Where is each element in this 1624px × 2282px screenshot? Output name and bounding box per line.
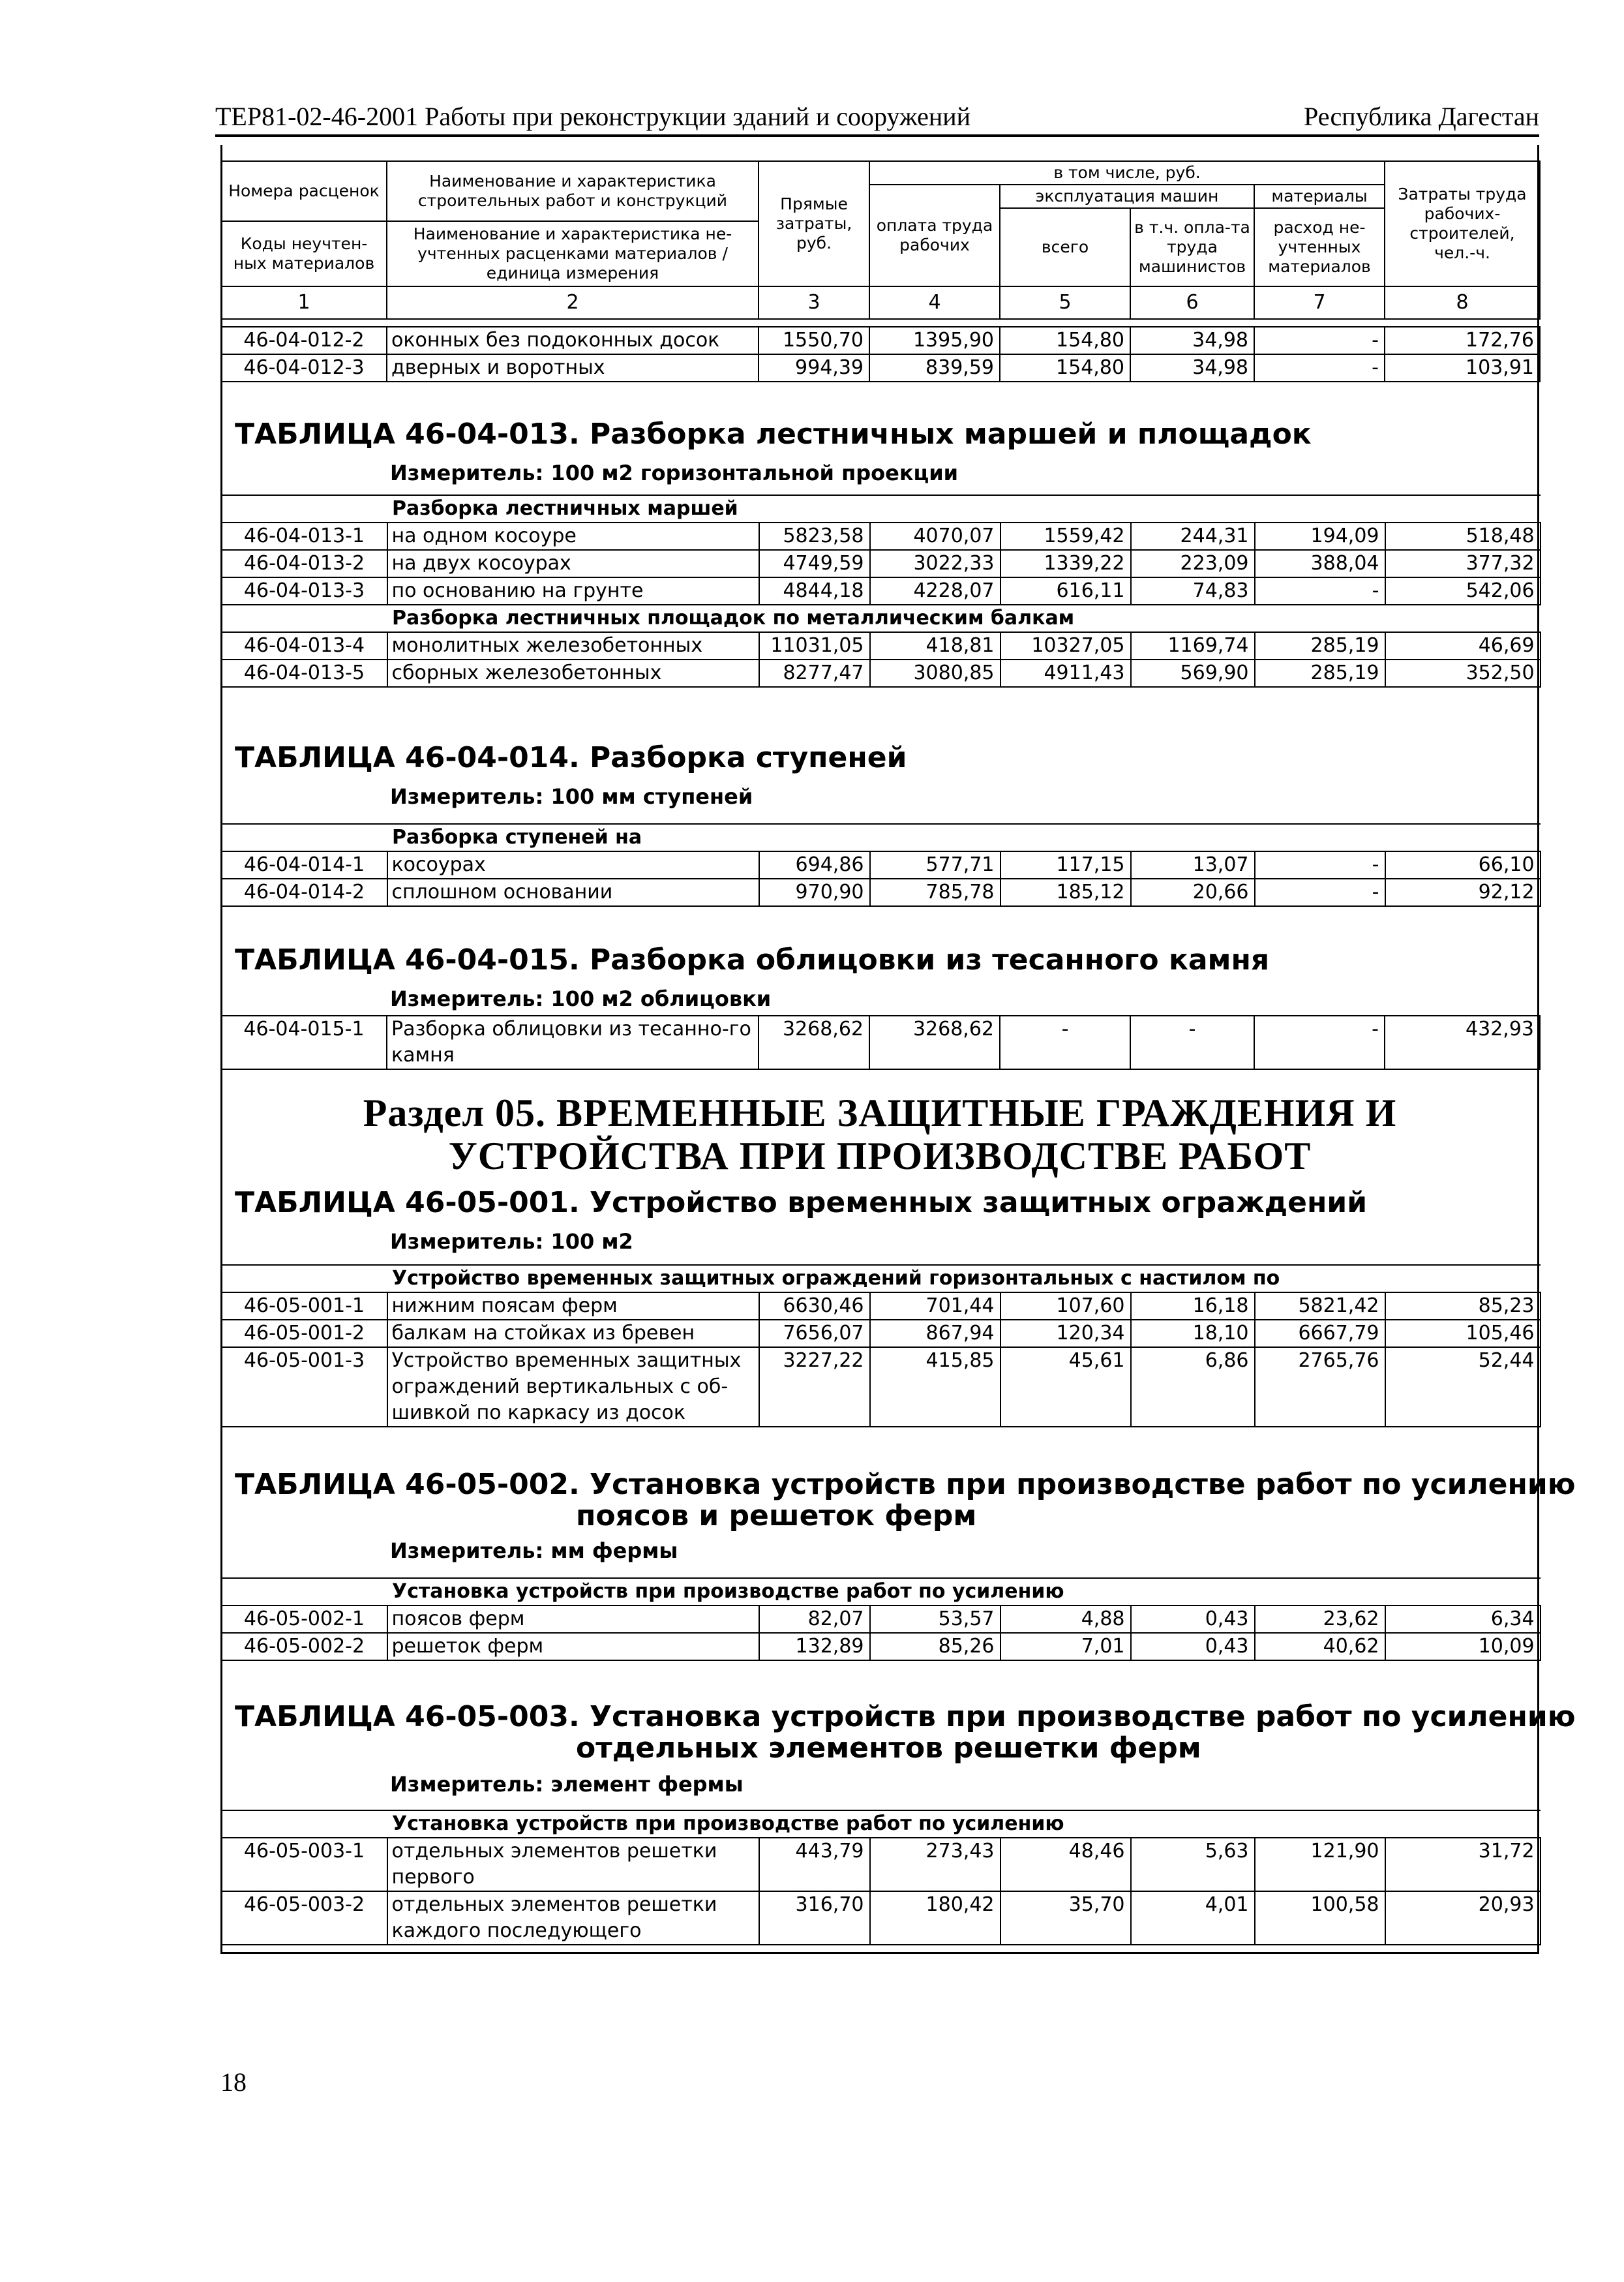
wage-cost: 577,71 [870,851,1000,879]
table-title: ТАБЛИЦА 46-05-003. Установка устройств при производстве работ по усилению [235,1700,1576,1733]
rate-code: 46-04-012-3 [221,354,387,382]
materials-cost: 388,04 [1255,550,1385,577]
table-title-cont: отдельных элементов решетки ферм [576,1731,1201,1765]
materials-cost: 6667,79 [1255,1320,1385,1347]
table-measure: Измеритель: 100 м2 горизонтальной проекции [390,461,959,485]
rate-name: на одном косоуре [387,523,759,550]
rate-code: 46-05-002-1 [222,1605,387,1633]
rate-code: 46-05-001-3 [222,1347,387,1427]
section-heading-line1: Раздел 05. ВРЕМЕННЫЕ ЗАЩИТНЫЕ ГРАЖДЕНИЯ И [363,1091,1397,1134]
labor-cost: 10,09 [1385,1633,1541,1660]
wage-cost: 4228,07 [870,577,1000,605]
machines-cost: 185,12 [1000,879,1131,906]
wage-cost: 180,42 [870,1891,1000,1945]
rates-table-014 [220,823,1541,907]
table-row [222,1633,1541,1660]
wage-cost: 415,85 [870,1347,1000,1427]
table-row [222,1605,1541,1633]
rate-code: 46-05-003-2 [222,1891,387,1945]
materials-cost: - [1255,879,1385,906]
wage-cost: 785,78 [870,879,1000,906]
rate-name: Разборка облицовки из тесанно-го камня [387,1016,759,1069]
labor-cost: 103,91 [1385,354,1540,382]
col-machines-total: всего [1000,208,1130,286]
col-materials-unacc: расход не-учтенных материалов [1254,208,1385,286]
direct-cost: 316,70 [759,1891,870,1945]
rate-name: монолитных железобетонных [387,632,759,660]
rate-code: 46-05-003-1 [222,1838,387,1891]
machines-cost: 35,70 [1000,1891,1131,1945]
wage-cost: 839,59 [869,354,1000,382]
rate-code: 46-05-002-2 [222,1633,387,1660]
materials-cost: 2765,76 [1255,1347,1385,1427]
machinist-wage: 569,90 [1131,660,1255,687]
rate-code: 46-04-015-1 [221,1016,387,1069]
page-number: 18 [220,2067,247,2097]
wage-cost: 53,57 [870,1605,1000,1633]
machines-cost: 154,80 [1000,354,1130,382]
table-row [222,1347,1541,1427]
table-measure: Измеритель: 100 мм ступеней [390,784,753,809]
machinist-wage: 4,01 [1131,1891,1255,1945]
wage-cost: 4070,07 [870,523,1000,550]
group-heading: Установка устройств при производстве работ по усилению [222,1810,1541,1838]
col-name: Наименование и характеристика строительных работ и конструкций [387,161,759,221]
direct-cost: 11031,05 [759,632,870,660]
column-header-table [220,160,1541,320]
rate-code: 46-04-013-3 [222,577,387,605]
materials-cost: - [1254,354,1385,382]
direct-cost: 443,79 [759,1838,870,1891]
group-heading: Устройство временных защитных ограждений горизонтальных с настилом по [222,1265,1541,1292]
rate-name: балкам на стойках из бревен [387,1320,759,1347]
materials-cost: - [1255,851,1385,879]
machines-cost: 10327,05 [1000,632,1131,660]
direct-cost: 994,39 [759,354,869,382]
rate-code: 46-04-014-1 [222,851,387,879]
rate-name: сплошном основании [387,879,759,906]
materials-cost: - [1254,327,1385,354]
machinist-wage: 6,86 [1131,1347,1255,1427]
rates-table-013 [220,494,1541,688]
direct-cost: 4749,59 [759,550,870,577]
direct-cost: 7656,07 [759,1320,870,1347]
machinist-wage: 1169,74 [1131,632,1255,660]
rate-name: решеток ферм [387,1633,759,1660]
group-heading: Разборка ступеней на [222,824,1541,851]
labor-cost: 52,44 [1385,1347,1541,1427]
rate-name: отдельных элементов решетки первого [387,1838,759,1891]
rate-code: 46-04-013-1 [222,523,387,550]
table-row [222,1891,1541,1945]
direct-cost: 694,86 [759,851,870,879]
labor-cost: 6,34 [1385,1605,1541,1633]
rate-name: косоурах [387,851,759,879]
col-num: 1 [221,286,387,319]
table-row [222,577,1541,605]
wage-cost: 1395,90 [869,327,1000,354]
rate-code: 46-04-013-4 [222,632,387,660]
table-row [222,660,1541,687]
table-title: ТАБЛИЦА 46-04-013. Разборка лестничных маршей и площадок [235,418,1312,451]
wage-cost: 3268,62 [869,1016,1000,1069]
wage-cost: 273,43 [870,1838,1000,1891]
wage-cost: 3022,33 [870,550,1000,577]
section-heading-line2: УСТРОЙСТВА ПРИ ПРОИЗВОДСТВЕ РАБОТ [448,1134,1312,1178]
table-row [222,523,1541,550]
machines-cost: - [1000,1016,1130,1069]
col-wage: оплата труда рабочих [869,185,1000,286]
machines-cost: 4,88 [1000,1605,1131,1633]
col-num: 5 [1000,286,1130,319]
direct-cost: 3227,22 [759,1347,870,1427]
machines-cost: 7,01 [1000,1633,1131,1660]
direct-cost: 6630,46 [759,1292,870,1320]
col-name-unacc: Наименование и характеристика не-учтенных расценками материалов / единица измерения [387,221,759,286]
machines-cost: 107,60 [1000,1292,1131,1320]
group-heading: Разборка лестничных маршей [222,495,1541,523]
rate-name: поясов ферм [387,1605,759,1633]
col-direct: Прямые затраты, руб. [759,161,869,286]
col-num: 8 [1385,286,1540,319]
rate-code: 46-04-014-2 [222,879,387,906]
wage-cost: 867,94 [870,1320,1000,1347]
rate-name: Устройство временных защитных ограждений вертикальных с об-шивкой по каркасу из досок [387,1347,759,1427]
machinist-wage: 13,07 [1131,851,1255,879]
labor-cost: 542,06 [1385,577,1541,605]
col-num: 7 [1254,286,1385,319]
table-row [221,327,1540,354]
materials-cost: 5821,42 [1255,1292,1385,1320]
rates-table-502 [220,1577,1541,1661]
table-row [222,851,1541,879]
materials-cost: 194,09 [1255,523,1385,550]
table-row [222,1320,1541,1347]
group-heading: Установка устройств при производстве работ по усилению [222,1578,1541,1605]
machinist-wage: 5,63 [1131,1838,1255,1891]
materials-cost: 23,62 [1255,1605,1385,1633]
labor-cost: 31,72 [1385,1838,1541,1891]
table-title-cont: поясов и решеток ферм [576,1499,977,1532]
table-row [222,879,1541,906]
running-header [215,98,1539,137]
direct-cost: 5823,58 [759,523,870,550]
machines-cost: 154,80 [1000,327,1130,354]
rate-name: по основанию на грунте [387,577,759,605]
labor-cost: 105,46 [1385,1320,1541,1347]
machines-cost: 4911,43 [1000,660,1131,687]
wage-cost: 701,44 [870,1292,1000,1320]
labor-cost: 172,76 [1385,327,1540,354]
header-region: Республика Дагестан [1304,102,1539,131]
col-labor: Затраты труда рабочих-строителей, чел.-ч. [1385,161,1540,286]
wage-cost: 3080,85 [870,660,1000,687]
group-heading: Разборка лестничных площадок по металлическим балкам [222,605,1541,632]
machinist-wage: 0,43 [1131,1633,1255,1660]
direct-cost: 132,89 [759,1633,870,1660]
direct-cost: 82,07 [759,1605,870,1633]
table-title: ТАБЛИЦА 46-04-015. Разборка облицовки из тесанного камня [235,943,1270,977]
table-row [221,1016,1540,1069]
machines-cost: 48,46 [1000,1838,1131,1891]
labor-cost: 20,93 [1385,1891,1541,1945]
table-row [222,632,1541,660]
table-row [222,550,1541,577]
materials-cost: 40,62 [1255,1633,1385,1660]
rate-name: дверных и воротных [387,354,759,382]
labor-cost: 92,12 [1385,879,1541,906]
col-incl: в том числе, руб. [869,161,1385,185]
rate-code: 46-04-013-2 [222,550,387,577]
col-machines-wage: в т.ч. опла-та труда машинистов [1130,208,1254,286]
table-title: ТАБЛИЦА 46-05-002. Установка устройств при производстве работ по усилению [235,1468,1576,1501]
labor-cost: 46,69 [1385,632,1541,660]
machinist-wage: - [1130,1016,1254,1069]
rates-table-503 [220,1810,1541,1945]
table-measure: Измеритель: элемент фермы [390,1772,744,1797]
col-num: 4 [869,286,1000,319]
header-title: ТЕР81-02-46-2001 Работы при реконструкции зданий и сооружений [215,102,971,131]
col-num: 2 [387,286,759,319]
table-title: ТАБЛИЦА 46-04-014. Разборка ступеней [235,741,907,774]
materials-cost: 285,19 [1255,660,1385,687]
rate-name: сборных железобетонных [387,660,759,687]
table-row [222,1838,1541,1891]
rate-code: 46-05-001-1 [222,1292,387,1320]
rate-code: 46-04-012-2 [221,327,387,354]
wage-cost: 418,81 [870,632,1000,660]
materials-cost: 285,19 [1255,632,1385,660]
rate-name: отдельных элементов решетки каждого последующего [387,1891,759,1945]
rate-name: нижним поясам ферм [387,1292,759,1320]
materials-cost: - [1255,577,1385,605]
rates-table-015 [220,1015,1541,1070]
machines-cost: 45,61 [1000,1347,1131,1427]
header-rule [215,134,1539,137]
machines-cost: 1559,42 [1000,523,1131,550]
materials-cost: 121,90 [1255,1838,1385,1891]
labor-cost: 518,48 [1385,523,1541,550]
materials-cost: 100,58 [1255,1891,1385,1945]
machinist-wage: 223,09 [1131,550,1255,577]
rates-table-012 [220,326,1541,382]
machinist-wage: 34,98 [1130,354,1254,382]
rate-code: 46-04-013-5 [222,660,387,687]
direct-cost: 970,90 [759,879,870,906]
wage-cost: 85,26 [870,1633,1000,1660]
col-materials: материалы [1254,185,1385,208]
labor-cost: 352,50 [1385,660,1541,687]
machines-cost: 120,34 [1000,1320,1131,1347]
col-machines: эксплуатация машин [1000,185,1254,208]
rates-table-501 [220,1264,1541,1427]
table-row [222,1292,1541,1320]
rate-name: на двух косоурах [387,550,759,577]
machinist-wage: 18,10 [1131,1320,1255,1347]
col-num: 6 [1130,286,1254,319]
rate-code: 46-05-001-2 [222,1320,387,1347]
materials-cost: - [1254,1016,1385,1069]
machinist-wage: 0,43 [1131,1605,1255,1633]
labor-cost: 85,23 [1385,1292,1541,1320]
machinist-wage: 74,83 [1131,577,1255,605]
rate-name: оконных без подоконных досок [387,327,759,354]
col-codes: Номера расценок [221,161,387,221]
table-measure: Измеритель: мм фермы [390,1538,678,1563]
machinist-wage: 34,98 [1130,327,1254,354]
machinist-wage: 16,18 [1131,1292,1255,1320]
machinist-wage: 244,31 [1131,523,1255,550]
labor-cost: 66,10 [1385,851,1541,879]
direct-cost: 4844,18 [759,577,870,605]
table-measure: Измеритель: 100 м2 облицовки [390,986,772,1011]
machinist-wage: 20,66 [1131,879,1255,906]
machines-cost: 1339,22 [1000,550,1131,577]
col-codes-unacc: Коды неучтен-ных материалов [221,221,387,286]
labor-cost: 377,32 [1385,550,1541,577]
direct-cost: 8277,47 [759,660,870,687]
table-measure: Измеритель: 100 м2 [390,1229,633,1254]
table-title: ТАБЛИЦА 46-05-001. Устройство временных защитных ограждений [235,1186,1368,1219]
machines-cost: 117,15 [1000,851,1131,879]
direct-cost: 3268,62 [759,1016,869,1069]
machines-cost: 616,11 [1000,577,1131,605]
direct-cost: 1550,70 [759,327,869,354]
table-row [221,354,1540,382]
labor-cost: 432,93 [1385,1016,1540,1069]
col-num: 3 [759,286,869,319]
